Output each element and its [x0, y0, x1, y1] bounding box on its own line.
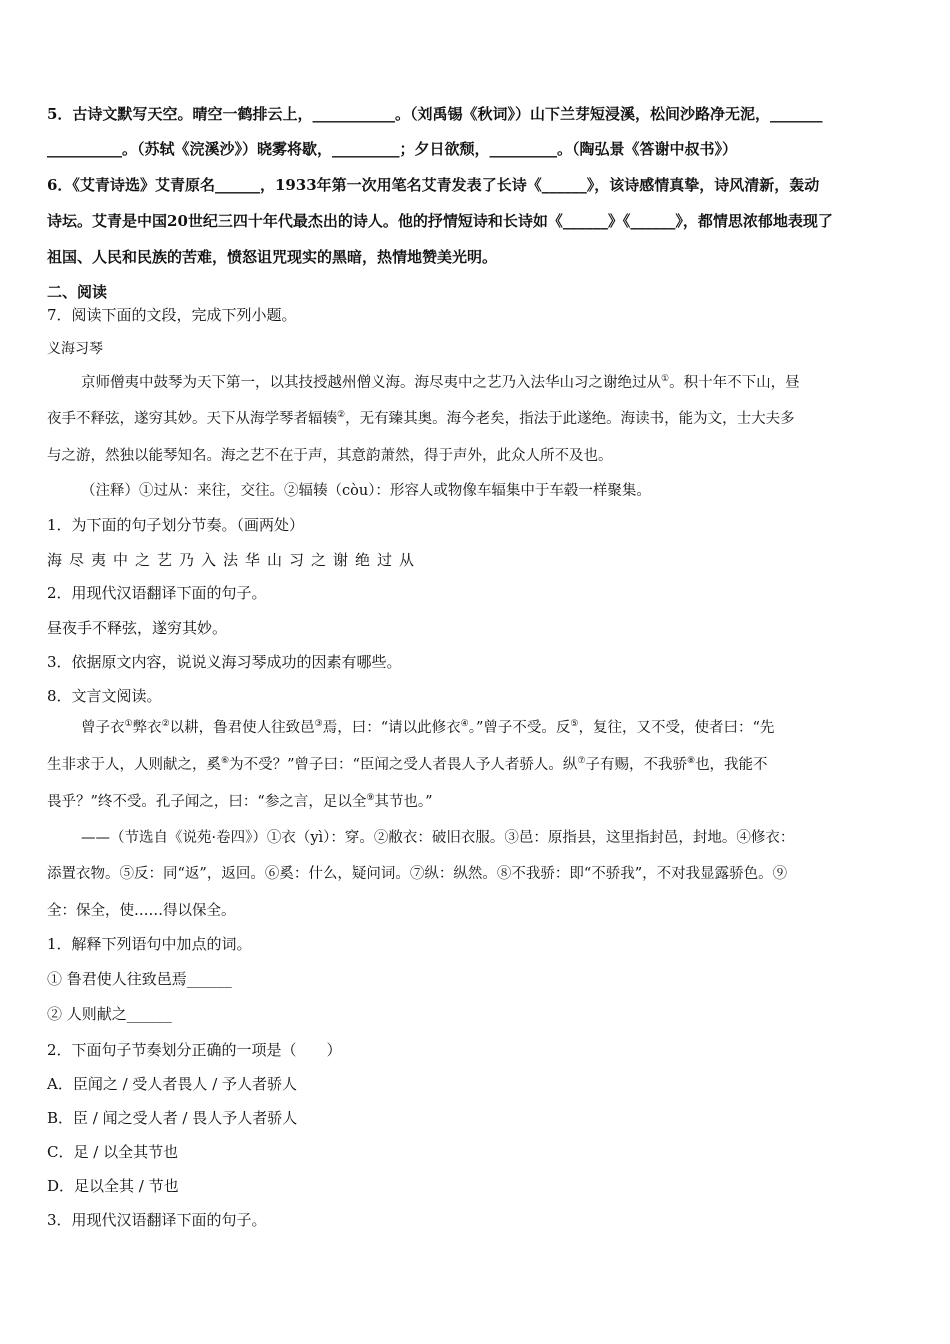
q8-sub1: 1．解释下列语句中加点的词。 — [47, 935, 252, 953]
passage-title: 义海习琴 — [47, 341, 103, 357]
q8-intro: 8．文言文阅读。 — [47, 687, 162, 705]
q8-note-line2: 添置衣物。⑤反：同“返”，返回。⑥奚：什么，疑问词。⑦纵：纵然。⑧不我骄：即“不骄我”，不对我显露骄色。⑨ — [47, 866, 788, 882]
option-b: B．臣 / 闻之受人者 / 畏人予人者骄人 — [47, 1109, 298, 1127]
q8-note-line1: ——（节选自《说苑·卷四》）①衣（yì）：穿。②敝衣：破旧衣服。③邑：原指县，这里指封邑，封地。④修衣： — [81, 830, 795, 846]
q8-passage-line1: 曾子衣①弊衣②以耕，鲁君使人往致邑③焉，曰：“请以此修衣④。”曾子不受。反⑤，复往，又不受，使者曰：“先 — [81, 719, 775, 736]
q5-line2: __________。（苏轼《浣溪沙》）晓雾将歇，_________；夕日欲颓，_________。（陶弘景《答谢中叔书》） — [47, 140, 738, 158]
q7-sub1-sentence: 海尽夷中之艺乃入法华山习之谢绝过从 — [47, 551, 422, 569]
q5-line1: 5．古诗文默写天空。晴空一鹤排云上，___________。（刘禹锡《秋词》）山下兰芽短浸溪，松间沙路净无泥，_______ — [47, 105, 823, 123]
q8-sub2: 2．下面句子节奏划分正确的一项是（ ） — [47, 1041, 342, 1059]
q7-sub1: 1．为下面的句子划分节奏。（画两处） — [47, 516, 305, 534]
q8-sub1-b: ② 人则献之______ — [47, 1005, 172, 1023]
option-c: C．足 / 以全其节也 — [47, 1143, 179, 1161]
option-d: D．足以全其 / 节也 — [47, 1177, 179, 1195]
q8-sub1-a: ① 鲁君使人往致邑焉______ — [47, 970, 232, 988]
q7-sub3: 3．依据原文内容，说说义海习琴成功的因素有哪些。 — [47, 653, 402, 671]
q8-passage-line2: 生非求于人，人则献之，奚⑥为不受？”曾子曰：“臣闻之受人者畏人予人者骄人。纵⑦子有赐，不我骄⑧也，我能不 — [47, 756, 768, 773]
q8-note-line3: 全：保全，使……得以保全。 — [47, 903, 236, 919]
q7-intro: 7．阅读下面的文段，完成下列小题。 — [47, 306, 297, 324]
q7-sub2-sentence: 昼夜手不释弦，遂穷其妙。 — [47, 619, 228, 637]
q8-sub3: 3．用现代汉语翻译下面的句子。 — [47, 1211, 267, 1229]
q6-line2: 诗坛。艾青是中国20世纪三四十年代最杰出的诗人。他的抒情短诗和长诗如《______》《______》，都情思浓郁地表现了 — [47, 212, 833, 230]
option-a: A．臣闻之 / 受人者畏人 / 予人者骄人 — [47, 1075, 298, 1093]
q7-passage-line3: 与之游，然独以能琴知名。海之艺不在于声，其意韵萧然，得于声外，此众人所不及也。 — [47, 448, 613, 464]
q8-passage-line3: 畏乎？”终不受。孔子闻之，曰：“参之言，足以全⑨其节也。” — [47, 793, 433, 810]
q7-note: （注释）①过从：来往，交往。②辐辏（còu）：形容人或物像车辐集中于车毂一样聚集。 — [81, 483, 651, 499]
q7-passage-line1: 京师僧夷中鼓琴为天下第一，以其技授越州僧义海。海尽夷中之艺乃入法华山习之谢绝过从①。积十年不下山，昼 — [81, 374, 800, 391]
q6-line3: 祖国、人民和民族的苦难，愤怒诅咒现实的黑暗，热情地赞美光明。 — [47, 248, 498, 266]
q7-passage-line2: 夜手不释弦，遂穷其妙。天下从海学琴者辐辏②，无有臻其奥。海今老矣，指法于此遂绝。海读书，能为文，士大夫多 — [47, 410, 795, 427]
q7-sub2: 2．用现代汉语翻译下面的句子。 — [47, 584, 267, 602]
q6-line1: 6．《艾青诗选》艾青原名______，1933年第一次用笔名艾青发表了长诗《______》，该诗感情真挚，诗风清新，轰动 — [47, 176, 820, 194]
section-heading: 二、阅读 — [47, 283, 108, 301]
